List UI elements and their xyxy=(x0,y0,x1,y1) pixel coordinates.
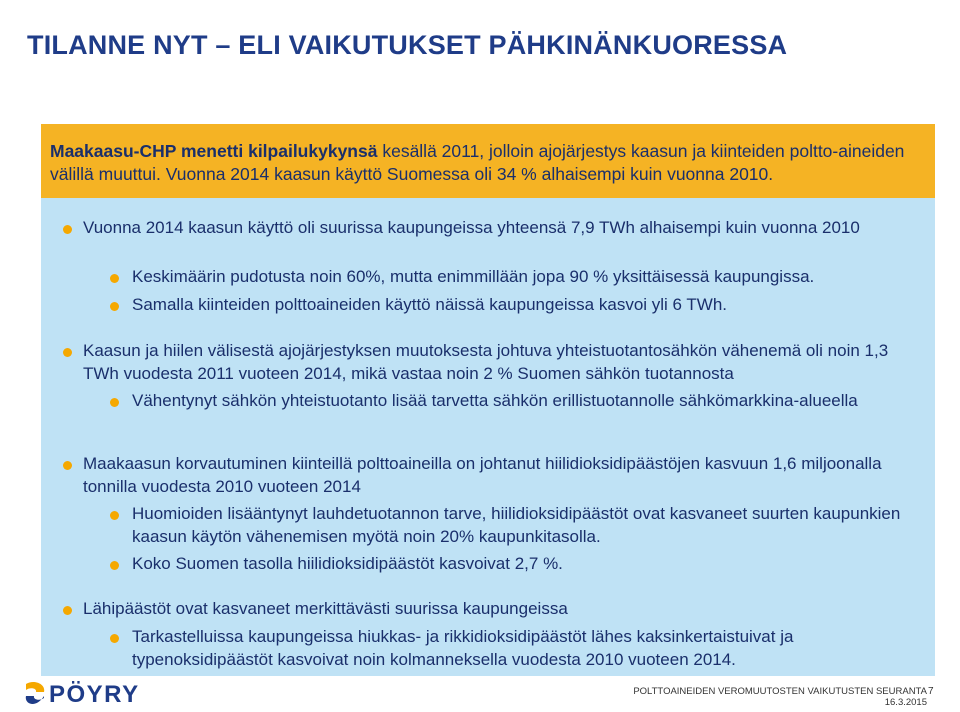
bullet-dot xyxy=(63,606,72,615)
sub-bullet-dot xyxy=(110,302,119,311)
logo-wordmark: PÖYRY xyxy=(49,681,140,708)
bullet-dot xyxy=(63,348,72,357)
footer-date: 16.3.2015 xyxy=(884,697,927,708)
bullet-1-sub-1: Keskimäärin pudotusta noin 60%, mutta enimmillään jopa 90 % yksittäisessä kaupungissa. xyxy=(132,267,815,286)
bullet-dot xyxy=(63,461,72,470)
sub-bullet-dot xyxy=(110,561,119,570)
bullet-1-text: Vuonna 2014 kaasun käyttö oli suurissa kaupungeissa yhteensä 7,9 TWh alhaisempi kuin vuonna 2010 xyxy=(83,218,860,237)
highlight-box xyxy=(41,124,935,198)
poyry-logo-icon xyxy=(22,680,48,708)
sub-bullet-dot xyxy=(110,634,119,643)
bullet-3-sub-2: Koko Suomen tasolla hiilidioksidipäästöt kasvoivat 2,7 %. xyxy=(132,554,563,573)
footer-title: POLTTOAINEIDEN VEROMUUTOSTEN VAIKUTUSTEN SEURANTA xyxy=(633,686,927,697)
bullet-3-text: Maakaasun korvautuminen kiinteillä polttoaineilla on johtanut hiilidioksidipäästöjen kasvuun 1,6 miljoonalla tonnilla vuodesta 2010 vuoteen 2014 xyxy=(83,454,882,496)
content-panel xyxy=(41,198,935,676)
slide-title: TILANNE NYT – ELI VAIKUTUKSET PÄHKINÄNKUORESSA xyxy=(27,30,788,60)
highlight-bold: Maakaasu-CHP menetti kilpailukykynsä xyxy=(50,141,378,161)
highlight-rest: kesällä 2011, jolloin ajojärjestys kaasun ja kiinteiden poltto-aineiden välillä muuttui. Vuonna 2014 kaasun käyttö Suomessa oli 34 % alhaisempi kuin vuonna 2010. xyxy=(50,141,905,184)
page-number: 7 xyxy=(928,686,934,697)
bullet-3-sub-1: Huomioiden lisääntynyt lauhdetuotannon tarve, hiilidioksidipäästöt ovat kasvaneet suurten kaupunkien kaasun käytön vähenemisen myötä noin 20% kaupunkitasolla. xyxy=(132,504,901,546)
bullet-1-sub-2: Samalla kiinteiden polttoaineiden käyttö näissä kaupungeissa kasvoi yli 6 TWh. xyxy=(132,295,728,314)
bullet-4-sub-1: Tarkastelluissa kaupungeissa hiukkas- ja rikkidioksidipäästöt lähes kaksinkertaistuivat ja typenoksidipäästöt kasvoivat noin kolmanneksella vuodesta 2010 vuoteen 2014. xyxy=(132,627,794,669)
bullet-dot xyxy=(63,225,72,234)
sub-bullet-dot xyxy=(110,274,119,283)
footer xyxy=(633,686,927,708)
bullet-2-text: Kaasun ja hiilen välisestä ajojärjestyksen muutoksesta johtuva yhteistuotantosähkön vähenemä oli noin 1,3 TWh vuodesta 2011 vuoteen 2014, mikä vastaa noin 2 % Suomen sähkön tuotannosta xyxy=(83,341,889,383)
sub-bullet-dot xyxy=(110,398,119,407)
highlight-text xyxy=(50,140,930,186)
bullet-2-sub-1: Vähentynyt sähkön yhteistuotanto lisää tarvetta sähkön erillistuotannolle sähkömarkkina-alueella xyxy=(132,391,858,410)
sub-bullet-dot xyxy=(110,511,119,520)
bullet-4-text: Lähipäästöt ovat kasvaneet merkittävästi suurissa kaupungeissa xyxy=(83,599,568,618)
